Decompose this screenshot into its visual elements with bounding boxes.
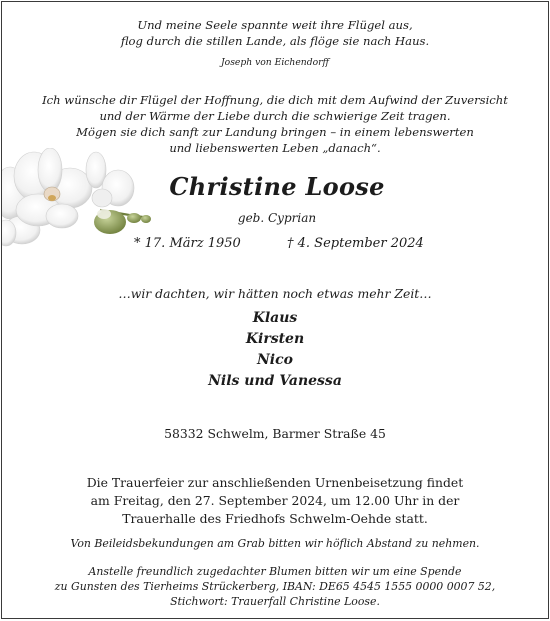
family-member: Klaus: [252, 310, 298, 326]
family-member: Nils und Vanessa: [208, 373, 342, 389]
address: 58332 Schwelm, Barmer Straße 45: [164, 426, 386, 441]
wish-line: Ich wünsche dir Flügel der Hoffnung, die dich mit dem Aufwind der Zuversicht: [42, 93, 508, 107]
ceremony-info: [2, 474, 548, 528]
quote-author: Joseph von Eichendorff: [220, 57, 330, 68]
family-member: Kirsten: [245, 331, 305, 347]
death-date: † 4. September 2024: [287, 236, 424, 251]
mourning-line: …wir dachten, wir hätten noch etwas mehr Zeit…: [118, 286, 432, 301]
family-member: Nico: [257, 352, 293, 368]
donation-request: [2, 564, 548, 609]
ceremony-line: Trauerhalle des Friedhofs Schwelm-Oehde statt.: [122, 511, 428, 526]
quote-line: flog durch die stillen Lande, als flöge sie nach Haus.: [120, 34, 430, 48]
donation-line: Anstelle freundlich zugedachter Blumen bitten wir um eine Spende: [88, 565, 462, 578]
condolence-note: Von Beileidsbekundungen am Grab bitten wir höflich Abstand zu nehmen.: [70, 537, 480, 550]
donation-line: Stichwort: Trauerfall Christine Loose.: [170, 595, 380, 608]
birth-name: geb. Cyprian: [237, 211, 317, 225]
quote-line: Und meine Seele spannte weit ihre Flügel aus,: [137, 18, 413, 32]
wish-line: und liebenswerten Leben „danach“.: [169, 141, 381, 155]
family-names: [2, 308, 548, 392]
birth-date: * 17. März 1950: [134, 236, 241, 251]
wish-text: [2, 92, 548, 156]
quote: [2, 17, 548, 49]
deceased-name: Christine Loose: [169, 172, 385, 201]
ceremony-line: Die Trauerfeier zur anschließenden Urnenbeisetzung findet: [86, 475, 464, 490]
wish-line: und der Wärme der Liebe durch die schwierige Zeit tragen.: [99, 109, 451, 123]
ceremony-line: am Freitag, den 27. September 2024, um 12.00 Uhr in der: [90, 493, 460, 508]
obituary-notice: [1, 1, 549, 619]
wish-line: Mögen sie dich sanft zur Landung bringen – in einem lebenswerten: [76, 125, 474, 139]
donation-line: zu Gunsten des Tierheims Strückerberg, IBAN: DE65 4545 1555 0000 0007 52,: [54, 580, 496, 593]
